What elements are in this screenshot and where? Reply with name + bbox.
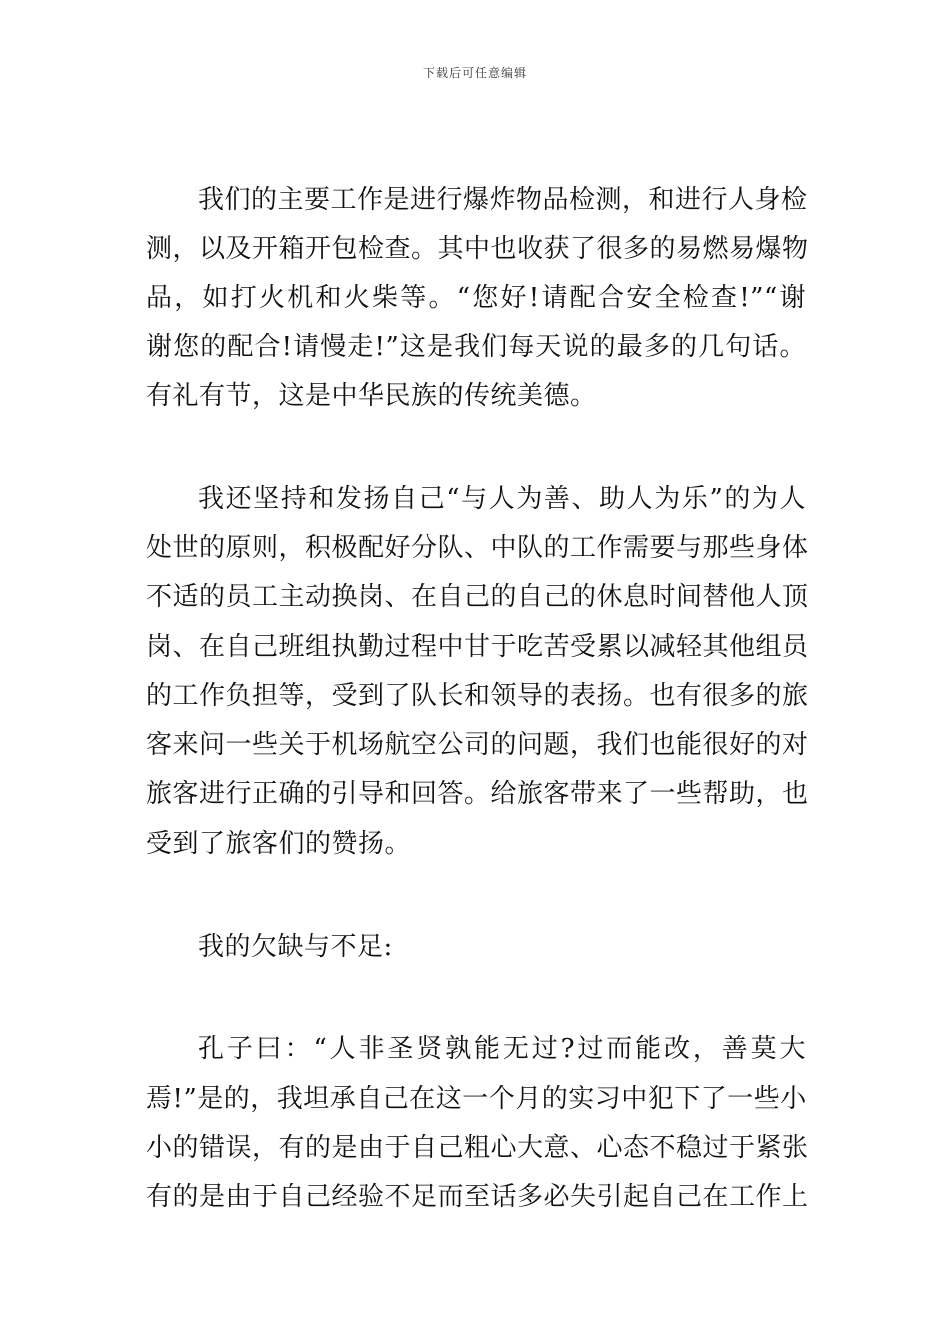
section-heading: 我的欠缺与不足:	[198, 932, 393, 962]
paragraph-2-line-4: 岗、在自己班组执勤过程中甘于吃苦受累以减轻其他组员	[146, 632, 809, 662]
paragraph-1-line-5: 有礼有节，这是中华民族的传统美德。	[146, 381, 597, 411]
page-header: 下载后可任意编辑	[422, 66, 527, 80]
paragraph-3-line-3: 小的错误，有的是由于自己粗心大意、心态不稳过于紧张	[146, 1133, 809, 1163]
paragraph-2-line-7: 旅客进行正确的引导和回答。给旅客带来了一些帮助，也	[146, 779, 809, 809]
paragraph-3-line-4: 有的是由于自己经验不足而至话多必失引起自己在工作上	[146, 1182, 809, 1212]
paragraph-1-line-3: 品，如打火机和火柴等。“您好!请配合安全检查!”“谢	[146, 283, 806, 313]
paragraph-2-line-5: 的工作负担等，受到了队长和领导的表扬。也有很多的旅	[146, 681, 809, 711]
paragraph-1-line-1: 我们的主要工作是进行爆炸物品检测，和进行人身检	[198, 185, 808, 215]
paragraph-2-line-6: 客来问一些关于机场航空公司的问题，我们也能很好的对	[146, 730, 809, 760]
paragraph-2-line-1: 我还坚持和发扬自己“与人为善、助人为乐”的为人	[198, 484, 806, 514]
paragraph-3-line-1: 孔子曰：“人非圣贤孰能无过?过而能改，善莫大	[198, 1034, 806, 1064]
paragraph-1-line-2: 测，以及开箱开包检查。其中也收获了很多的易燃易爆物	[146, 234, 809, 264]
paragraph-1-line-4: 谢您的配合!请慢走!”这是我们每天说的最多的几句话。	[146, 332, 806, 362]
paragraph-2-line-2: 处世的原则，积极配好分队、中队的工作需要与那些身体	[146, 533, 809, 563]
paragraph-3-line-2: 焉!”是的，我坦承自己在这一个月的实习中犯下了一些小	[146, 1084, 807, 1114]
paragraph-2-line-3: 不适的员工主动换岗、在自己的自己的休息时间替他人顶	[146, 582, 809, 612]
paragraph-2-line-8: 受到了旅客们的赞扬。	[146, 829, 412, 859]
